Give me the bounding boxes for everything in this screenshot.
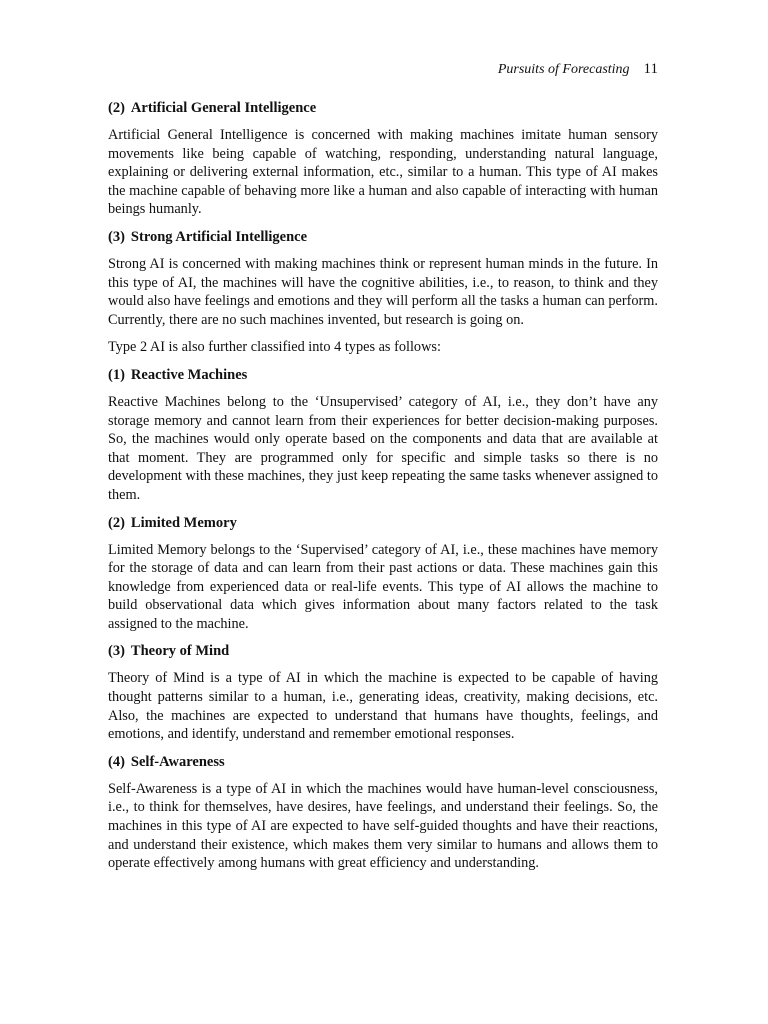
section-heading-strong-ai [108, 228, 658, 246]
section-heading-limited-memory [108, 514, 658, 532]
section-number: (3) [108, 643, 125, 660]
section-title: Reactive Machines [130, 366, 248, 383]
paragraph-type2-intro: Type 2 AI is also further classified into 4 types as follows: [108, 339, 441, 356]
paragraph-theory-of-mind: Theory of Mind is a type of AI in which the machine is expected to be capable of having thought patterns similar to a human, i.e., generating ideas, creativity, making decisions, etc. Also, the machines are expected to understand that humans have thoughts, feelings, and emotions, and identify, understand and remember emotional responses. [108, 670, 658, 743]
paragraph-limited-memory: Limited Memory belongs to the ‘Supervised’ category of AI, i.e., these machines have memory for the storage of data and can learn from their past actions or data. These machines gain this knowledge from experienced data or real-life events. This type of AI allows the machine to build observational data which gives information about many factors related to the task assigned to the machine. [108, 541, 658, 632]
running-title: Pursuits of Forecasting [497, 62, 630, 77]
section-heading-reactive-machines [108, 366, 658, 384]
book-page [108, 60, 658, 882]
section-number: (1) [108, 366, 125, 383]
section-heading-theory-of-mind [108, 642, 658, 660]
running-header [108, 60, 658, 79]
section-number: (3) [108, 228, 125, 245]
section-title: Strong Artificial Intelligence [130, 228, 308, 245]
section-title: Self-Awareness [130, 753, 225, 770]
section-heading-self-awareness [108, 753, 658, 771]
section-title: Artificial General Intelligence [130, 100, 317, 116]
paragraph-strong-ai: Strong AI is concerned with making machines think or represent human minds in the future. In this type of AI, the machines will have the cognitive abilities, i.e., to reason, to think and they would also have feelings and emotions and they will perform all the tasks a human can perform. Currently, there are no such machines invented, but research is going on. [108, 255, 658, 328]
page-number: 11 [643, 61, 658, 77]
section-title: Limited Memory [130, 514, 237, 531]
section-title: Theory of Mind [130, 643, 230, 660]
section-number: (2) [108, 100, 125, 116]
paragraph-agi: Artificial General Intelligence is concerned with making machines imitate human sensory movements like being capable of watching, responding, understanding natural language, explaining or delivering external information, etc., similar to a human. This type of AI makes the machine capable of behaving more like a human and also capable of interacting with human beings humanly. [108, 127, 658, 218]
paragraph-reactive-machines: Reactive Machines belong to the ‘Unsupervised’ category of AI, i.e., they don’t have any storage memory and cannot learn from their experiences for better decision-making purposes. So, the machines would only operate based on the components and data that are available at that moment. They are programmed only for specific and simple tasks so there is no development with these machines, they just keep repeating the same tasks whenever assigned to them. [108, 393, 658, 503]
section-heading-agi [108, 99, 658, 117]
paragraph-self-awareness: Self-Awareness is a type of AI in which the machines would have human-level consciousness, i.e., to think for themselves, have desires, have feelings, and understand their feelings. So, the machines in this type of AI are expected to have self-guided thoughts and have their reactions, and understand their existence, which makes them very similar to humans and allows them to operate effectively among humans with great efficiency and understanding. [108, 780, 658, 872]
section-number: (4) [108, 753, 125, 770]
section-number: (2) [108, 514, 125, 531]
